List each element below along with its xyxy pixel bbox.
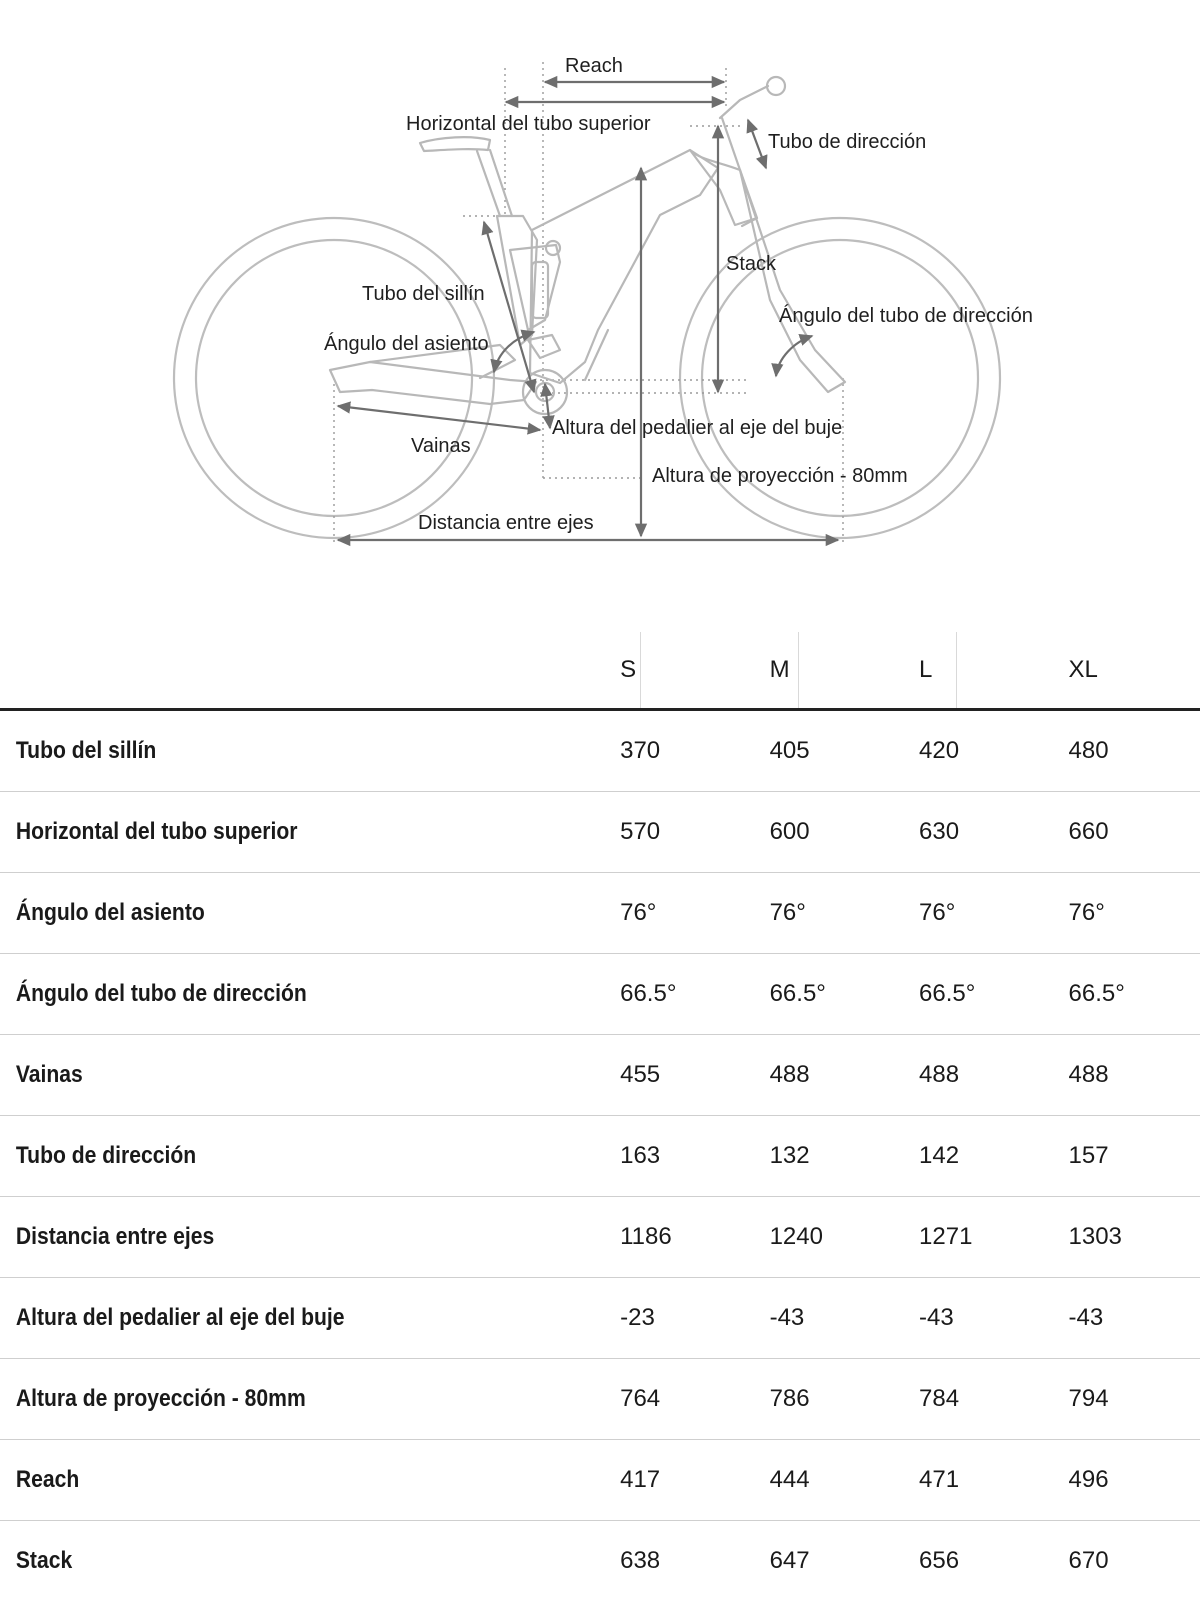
table-cell: 480 (1068, 737, 1109, 764)
table-cell: 1303 (1068, 1223, 1122, 1250)
table-cell: -43 (769, 1304, 805, 1331)
table-row (0, 711, 1200, 792)
label-head-angle: Ángulo del tubo de dirección (779, 305, 1032, 327)
table-cell: -43 (1068, 1304, 1104, 1331)
table-row (0, 1035, 1200, 1116)
table-cell: 794 (1068, 1385, 1109, 1412)
table-cell: 66.5° (620, 980, 677, 1007)
bike-geometry-diagram (0, 0, 1200, 600)
table-row (0, 1440, 1200, 1521)
table-row (0, 873, 1200, 954)
header-size-xl: XL (1068, 656, 1098, 683)
label-seat-tube: Tubo del sillín (362, 283, 485, 305)
row-label: Ángulo del tubo de dirección (15, 980, 307, 1007)
header-size-l: L (919, 656, 933, 683)
header-separator (956, 632, 957, 708)
table-cell: 76° (1068, 899, 1105, 926)
table-row (0, 1278, 1200, 1359)
table-cell: 455 (620, 1061, 661, 1088)
table-cell: 488 (769, 1061, 810, 1088)
table-cell: 1271 (919, 1223, 973, 1250)
label-chainstays: Vainas (411, 435, 471, 457)
table-cell: 66.5° (1068, 980, 1125, 1007)
label-bb-drop: Altura del pedalier al eje del buje (552, 417, 843, 439)
header-size-m: M (769, 656, 790, 683)
table-cell: 638 (620, 1547, 661, 1574)
header-separator (798, 632, 799, 708)
table-cell: -23 (620, 1304, 655, 1331)
label-head-tube: Tubo de dirección (768, 131, 927, 153)
label-standover: Altura de proyección - 80mm (652, 465, 908, 487)
label-wheelbase: Distancia entre ejes (418, 512, 594, 534)
row-label: Ángulo del asiento (15, 899, 205, 926)
table-row (0, 792, 1200, 873)
table-cell: 420 (919, 737, 960, 764)
table-body (0, 711, 1200, 1601)
label-seat-angle: Ángulo del asiento (324, 333, 489, 355)
table-row (0, 1359, 1200, 1440)
table-cell: 76° (769, 899, 806, 926)
table-cell: 647 (769, 1547, 810, 1574)
table-cell: 1240 (769, 1223, 823, 1250)
label-stack: Stack (726, 253, 777, 275)
table-cell: 66.5° (769, 980, 826, 1007)
table-cell: 488 (919, 1061, 960, 1088)
table-cell: 1186 (620, 1223, 672, 1250)
table-cell: 157 (1068, 1142, 1109, 1169)
table-cell: 66.5° (919, 980, 976, 1007)
table-row (0, 1197, 1200, 1278)
label-reach: Reach (565, 55, 623, 77)
header-separator (640, 632, 641, 708)
table-cell: 76° (620, 899, 657, 926)
row-label: Tubo del sillín (15, 737, 157, 764)
table-cell: 76° (919, 899, 956, 926)
header-size-s: S (620, 656, 637, 683)
table-cell: 660 (1068, 818, 1109, 845)
geometry-table (0, 632, 1200, 1601)
table-cell: 471 (919, 1466, 960, 1493)
table-cell: 132 (769, 1142, 810, 1169)
row-label: Altura del pedalier al eje del buje (15, 1304, 345, 1331)
table-cell: 496 (1068, 1466, 1109, 1493)
row-label: Altura de proyección - 80mm (15, 1385, 306, 1412)
row-label: Reach (15, 1466, 80, 1493)
table-cell: 764 (620, 1385, 661, 1412)
table-cell: 163 (620, 1142, 661, 1169)
table-cell: 630 (919, 818, 960, 845)
table-cell: 784 (919, 1385, 960, 1412)
table-cell: 405 (769, 737, 810, 764)
table-cell: 488 (1068, 1061, 1109, 1088)
table-cell: 786 (769, 1385, 810, 1412)
table-cell: 600 (769, 818, 810, 845)
table-row (0, 1521, 1200, 1601)
row-label: Horizontal del tubo superior (15, 818, 298, 845)
table-cell: 444 (769, 1466, 810, 1493)
table-cell: 570 (620, 818, 661, 845)
row-label: Vainas (15, 1061, 83, 1088)
label-top-tube: Horizontal del tubo superior (406, 113, 651, 135)
row-label: Distancia entre ejes (15, 1223, 215, 1250)
row-label: Tubo de dirección (15, 1142, 197, 1169)
table-row (0, 954, 1200, 1035)
table-cell: 142 (919, 1142, 960, 1169)
table-cell: 670 (1068, 1547, 1109, 1574)
table-cell: 656 (919, 1547, 960, 1574)
table-header (0, 632, 1200, 711)
table-cell: 417 (620, 1466, 661, 1493)
table-cell: 370 (620, 737, 661, 764)
row-label: Stack (15, 1547, 73, 1574)
table-cell: -43 (919, 1304, 954, 1331)
table-row (0, 1116, 1200, 1197)
